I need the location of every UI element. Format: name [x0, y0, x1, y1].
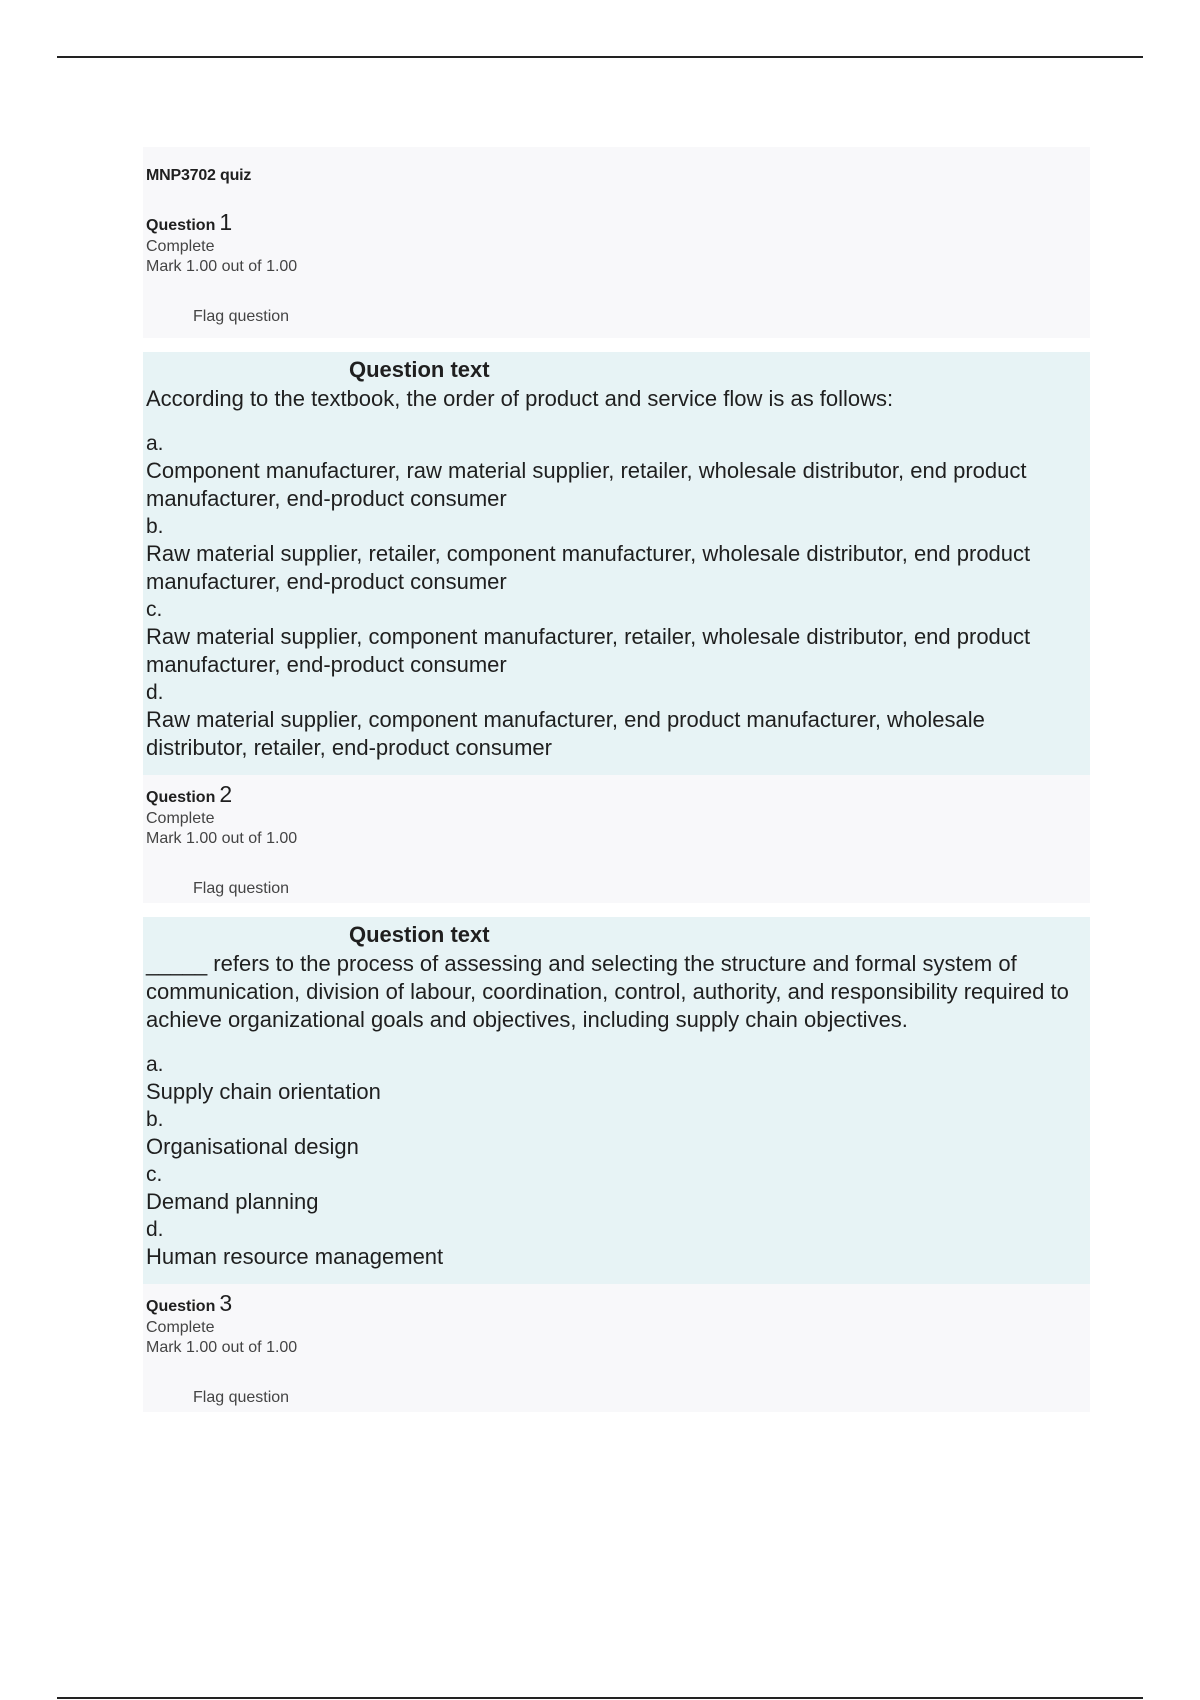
question-1-info — [143, 147, 1090, 338]
option-letter: b. — [146, 515, 164, 538]
question-1-state: Complete — [146, 238, 215, 255]
answer-option[interactable]: Demand planning — [146, 1189, 319, 1214]
option-letter: a. — [146, 432, 164, 455]
bottom-rule — [57, 1697, 1143, 1699]
question-2-text-block — [143, 917, 1090, 1284]
flag-question-3-link[interactable]: Flag question — [193, 1389, 290, 1406]
question-1-prompt: According to the textbook, the order of product and service flow is as follows: — [146, 386, 894, 411]
answer-option[interactable]: Raw material supplier, retailer, component manufacturer, wholesale distributor, end product manufacturer, end-product consumer — [146, 541, 1031, 594]
question-label: Question — [146, 1298, 216, 1315]
question-text-label: Question text — [349, 357, 490, 382]
question-number: 1 — [219, 209, 233, 235]
option-letter: d. — [146, 1218, 164, 1241]
question-2-heading — [146, 783, 1087, 809]
question-3-info — [143, 1284, 1090, 1412]
question-label: Question — [146, 217, 216, 234]
question-2-prompt: _____ refers to the process of assessing and selecting the structure and formal system of communication, division of labour, coordination, control, authority, and responsibility required to achieve organizational goals and objectives, including supply chain objectives. — [146, 951, 1069, 1032]
question-2-mark: Mark 1.00 out of 1.00 — [146, 830, 298, 847]
question-text-label: Question text — [349, 922, 490, 947]
quiz-title: MNP3702 quiz — [146, 167, 252, 184]
answer-option[interactable]: Supply chain orientation — [146, 1079, 381, 1104]
flag-question-1-link[interactable]: Flag question — [193, 308, 290, 325]
question-number: 3 — [219, 1290, 233, 1316]
option-letter: c. — [146, 1163, 163, 1186]
question-1-answers — [146, 431, 1087, 762]
answer-option[interactable]: Human resource management — [146, 1244, 444, 1269]
question-3-heading — [146, 1292, 1087, 1318]
question-1-heading — [146, 211, 1087, 237]
top-rule — [57, 56, 1143, 58]
question-2-answers — [146, 1052, 1087, 1271]
option-letter: b. — [146, 1108, 164, 1131]
option-letter: c. — [146, 598, 163, 621]
question-1-mark: Mark 1.00 out of 1.00 — [146, 258, 298, 275]
answer-option[interactable]: Organisational design — [146, 1134, 359, 1159]
question-3-mark: Mark 1.00 out of 1.00 — [146, 1339, 298, 1356]
option-letter: d. — [146, 681, 164, 704]
flag-question-2-link[interactable]: Flag question — [193, 880, 290, 897]
question-1-text-block — [143, 352, 1090, 775]
quiz-review — [143, 147, 1090, 1412]
answer-option[interactable]: Component manufacturer, raw material supplier, retailer, wholesale distributor, end product manufacturer, end-product consumer — [146, 458, 1027, 511]
option-letter: a. — [146, 1053, 164, 1076]
question-3-state: Complete — [146, 1319, 215, 1336]
answer-option[interactable]: Raw material supplier, component manufacturer, retailer, wholesale distributor, end product manufacturer, end-product consumer — [146, 624, 1031, 677]
answer-option[interactable]: Raw material supplier, component manufacturer, end product manufacturer, wholesale distributor, retailer, end-product consumer — [146, 707, 985, 760]
question-label: Question — [146, 789, 216, 806]
question-2-info — [143, 775, 1090, 903]
question-2-state: Complete — [146, 810, 215, 827]
question-number: 2 — [219, 781, 233, 807]
